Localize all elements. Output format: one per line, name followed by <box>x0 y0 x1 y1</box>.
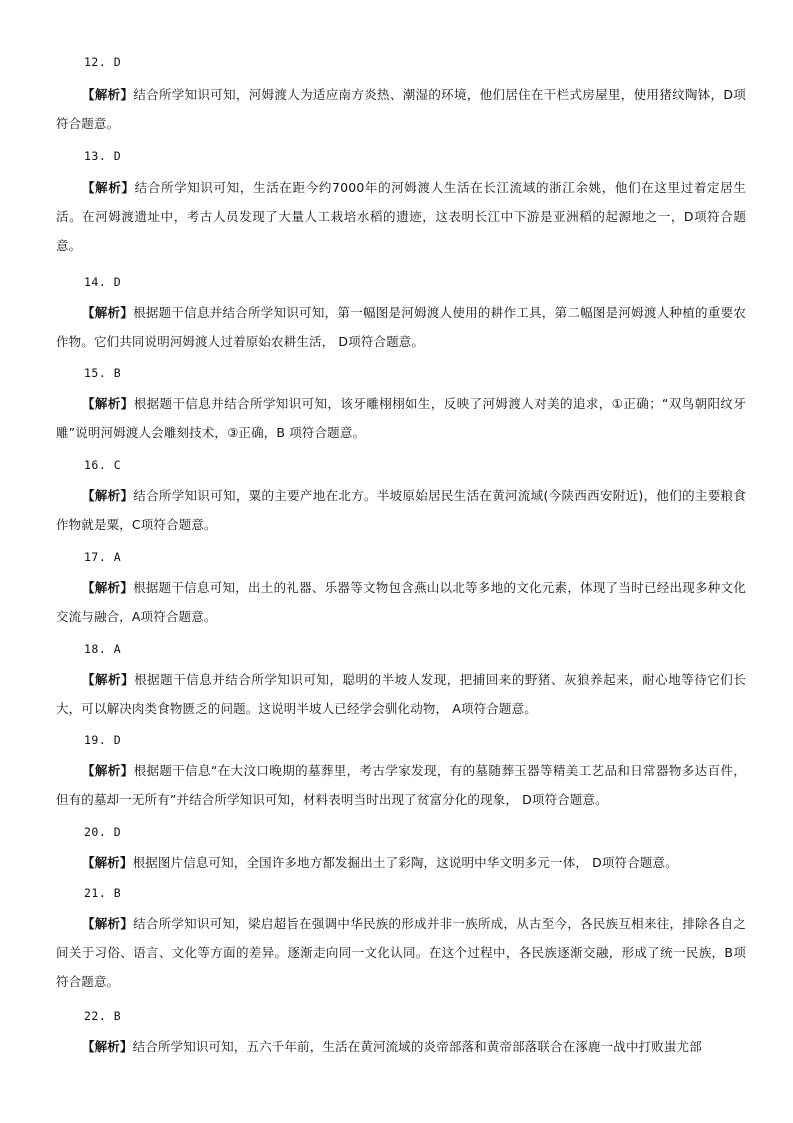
analysis-paragraph <box>56 298 746 356</box>
analysis-tag: 【解析】 <box>82 488 134 503</box>
analysis-tag: 【解析】 <box>82 87 134 102</box>
analysis-tag: 【解析】 <box>82 396 134 411</box>
analysis-paragraph <box>56 481 746 539</box>
answer-number: 16. C <box>84 458 122 472</box>
analysis-paragraph <box>56 909 746 996</box>
analysis-paragraph <box>56 80 746 138</box>
analysis-tag: 【解析】 <box>82 1039 133 1054</box>
answer-number: 13. D <box>84 149 122 163</box>
answer-number: 22. B <box>84 1009 122 1023</box>
analysis-paragraph <box>56 173 746 260</box>
answer-number: 17. A <box>84 550 122 564</box>
analysis-text: 根据题干信息并结合所学知识可知，聪明的半坡人发现，把捕回来的野猪、灰狼养起来，耐心地等待它们长大，可以解决肉类食物匮乏的问题。这说明半坡人已经学会驯化动物， A项符合题意。 <box>56 672 746 716</box>
analysis-text: 根据图片信息可知，全国许多地方都发掘出土了彩陶，这说明中华文明多元一体， D项符合题意。 <box>132 855 678 870</box>
analysis-text: 根据题干信息“在大汶口晚期的墓葬里，考古学家发现，有的墓随葬玉器等精美工艺品和日常器物多达百件，但有的墓却一无所有”并结合所学知识可知，材料表明当时出现了贫富分化的现象， D项符合题意。 <box>56 763 746 807</box>
analysis-tag: 【解析】 <box>82 763 134 778</box>
answer-number: 20. D <box>84 825 122 839</box>
analysis-tag: 【解析】 <box>82 580 134 595</box>
analysis-text: 根据题干信息并结合所学知识可知，该牙雕栩栩如生，反映了河姆渡人对美的追求，①正确；“双鸟朝阳纹牙雕”说明河姆渡人会雕刻技术，③正确，B 项符合题意。 <box>56 396 746 440</box>
analysis-text: 根据题干信息并结合所学知识可知，第一幅图是河姆渡人使用的耕作工具，第二幅图是河姆渡人种植的重要农作物。它们共同说明河姆渡人过着原始农耕生活， D项符合题意。 <box>56 305 746 349</box>
answer-number: 19. D <box>84 733 122 747</box>
analysis-paragraph <box>56 665 746 723</box>
analysis-tag: 【解析】 <box>82 916 134 931</box>
analysis-tag: 【解析】 <box>82 305 134 320</box>
analysis-paragraph <box>56 756 746 814</box>
analysis-paragraph <box>56 389 746 447</box>
answer-number: 14. D <box>84 275 122 289</box>
answer-number: 15. B <box>84 366 122 380</box>
analysis-text: 结合所学知识可知，生活在距今约7000年的河姆渡人生活在长江流域的浙江余姚，他们在这里过着定居生活。在河姆渡遗址中，考古人员发现了大量人工栽培水稻的遗迹，这表明长江中下游是亚洲稻的起源地之一，D项符合题意。 <box>56 180 746 253</box>
analysis-text: 结合所学知识可知，粟的主要产地在北方。半坡原始居民生活在黄河流域(今陕西西安附近)，他们的主要粮食作物就是粟，C项符合题意。 <box>56 488 746 532</box>
answer-number: 12. D <box>84 55 122 69</box>
analysis-tag: 【解析】 <box>82 672 135 687</box>
analysis-paragraph <box>56 848 746 877</box>
analysis-text: 根据题干信息可知，出土的礼器、乐器等文物包含燕山以北等多地的文化元素，体现了当时已经出现多种文化交流与融合，A项符合题意。 <box>56 580 746 624</box>
analysis-paragraph <box>56 1032 746 1061</box>
analysis-tag: 【解析】 <box>82 855 133 870</box>
analysis-text: 结合所学知识可知，河姆渡人为适应南方炎热、潮湿的环境，他们居住在干栏式房屋里，使用猪纹陶钵，D项符合题意。 <box>56 87 746 131</box>
analysis-paragraph <box>56 573 746 631</box>
analysis-tag: 【解析】 <box>82 180 135 195</box>
analysis-text: 结合所学知识可知，梁启超旨在强调中华民族的形成并非一族所成，从古至今，各民族互相来往，排除各自之间关于习俗、语言、文化等方面的差异。逐渐走向同一文化认同。在这个过程中，各民族逐渐交融，形成了统一民族，B项符合题意。 <box>56 916 746 989</box>
answer-number: 21. B <box>84 886 122 900</box>
analysis-text: 结合所学知识可知，五六千年前，生活在黄河流域的炎帝部落和黄帝部落联合在涿鹿一战中打败蚩尤部 <box>132 1039 702 1054</box>
answer-number: 18. A <box>84 642 122 656</box>
